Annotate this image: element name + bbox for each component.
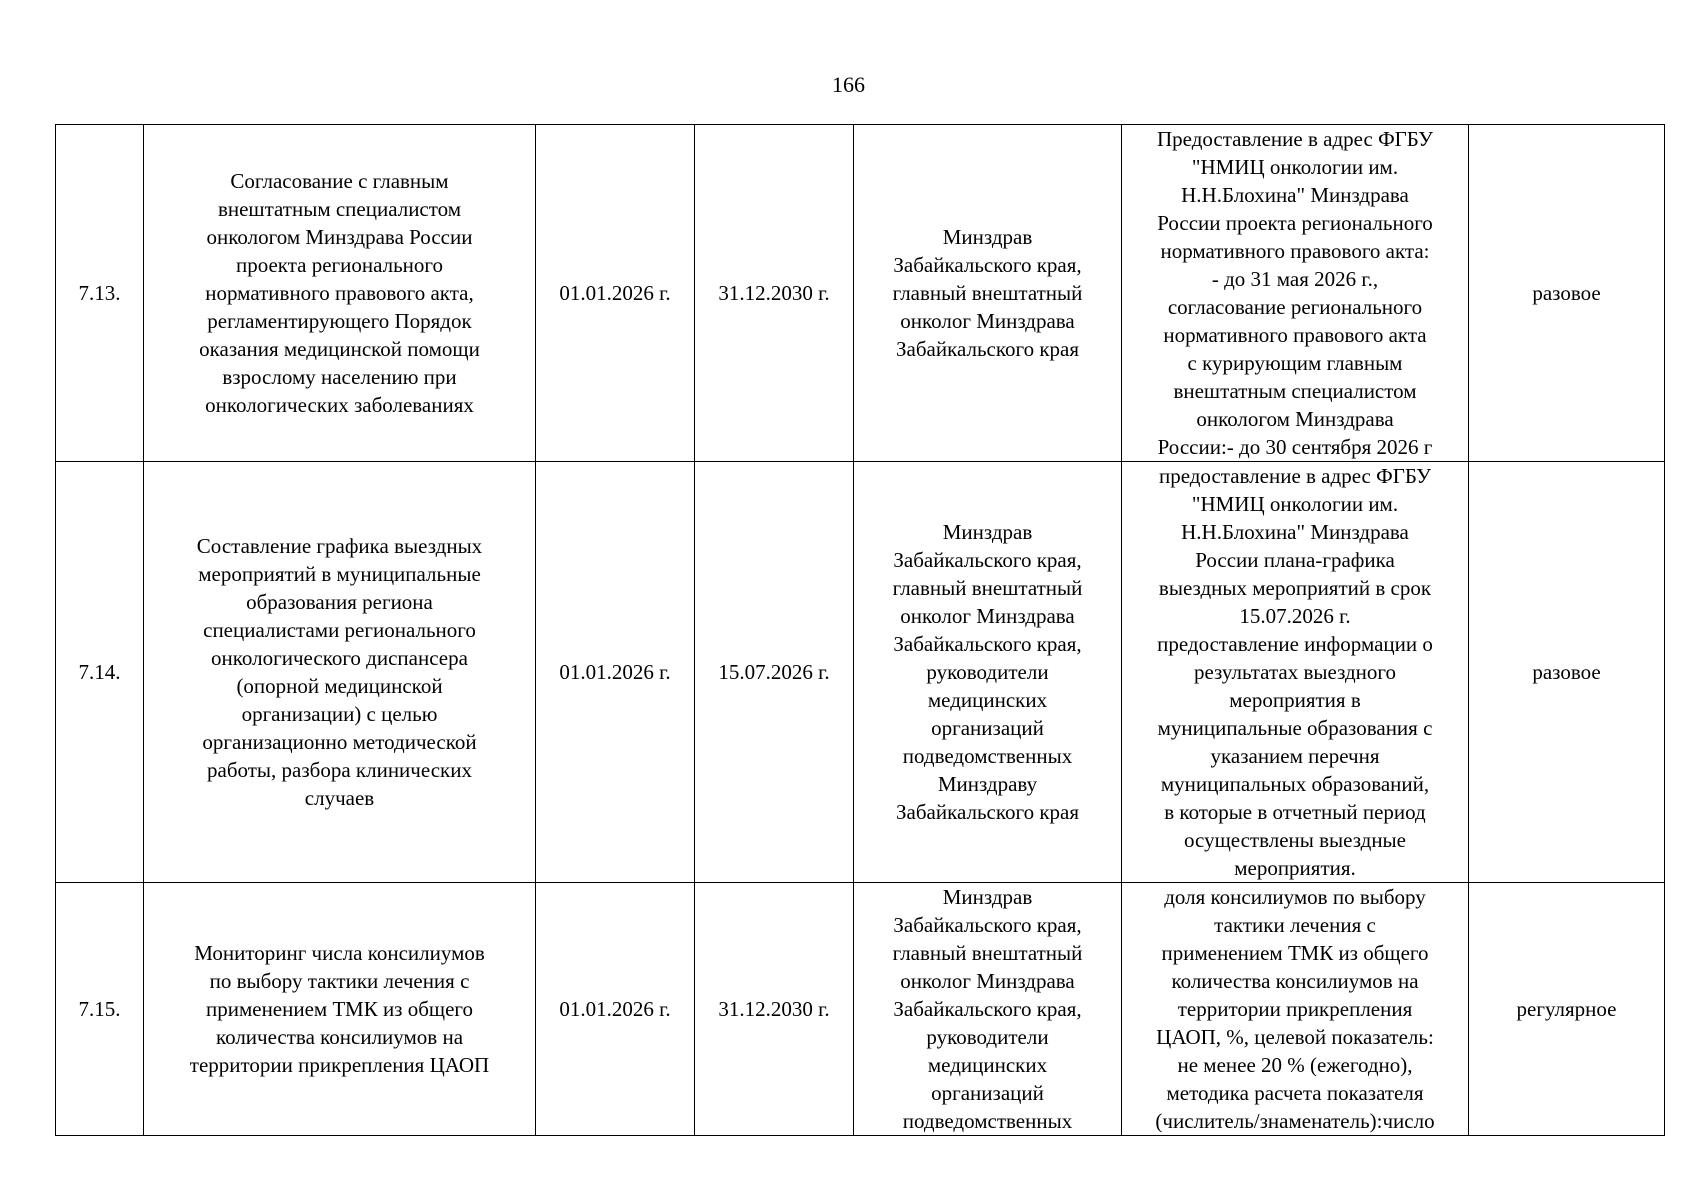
start-date-cell — [536, 462, 695, 883]
activity-text: Мониторинг числа консилиумов по выбору тактики лечения с применением ТМК из общего количества консилиумов на территории прикрепления ЦАОП — [189, 941, 490, 1077]
table-row — [56, 462, 1665, 883]
row-number-cell — [56, 883, 144, 1136]
end-date-cell — [695, 125, 854, 462]
type-text: разовое — [1532, 281, 1601, 305]
row-number: 7.13. — [78, 281, 121, 305]
end-date: 31.12.2030 г. — [718, 281, 830, 305]
type-cell — [1469, 462, 1665, 883]
row-number: 7.14. — [78, 660, 121, 684]
end-date: 15.07.2026 г. — [718, 660, 830, 684]
table-row — [56, 125, 1665, 462]
result-text: предоставление в адрес ФГБУ "НМИЦ онкологии им. Н.Н.Блохина" Минздрава России плана-графика выездных мероприятий в срок 15.07.2026 г. предоставление информации о результатах выездного мероприятия в муниципальные образования с указанием перечня муниципальных образований, в которые в отчетный период осуществлены выездные мероприятия. — [1157, 464, 1433, 880]
activities-table — [55, 124, 1665, 1136]
type-cell — [1469, 125, 1665, 462]
responsible-text: Минздрав Забайкальского края, главный внештатный онколог Минздрава Забайкальского края, руководители медицинских организаций подведомственных — [892, 885, 1083, 1133]
result-cell — [1122, 883, 1469, 1136]
row-number-cell — [56, 125, 144, 462]
start-date-cell — [536, 883, 695, 1136]
activity-text: Составление графика выездных мероприятий в муниципальные образования региона специалистами регионального онкологического диспансера (опорной медицинской организации) с целью организационно методической работы, разбора клинических случаев — [196, 534, 483, 810]
start-date-cell — [536, 125, 695, 462]
type-cell — [1469, 883, 1665, 1136]
responsible-cell — [854, 462, 1122, 883]
activity-cell — [144, 125, 536, 462]
start-date: 01.01.2026 г. — [559, 997, 671, 1021]
end-date: 31.12.2030 г. — [718, 997, 830, 1021]
row-number-cell — [56, 462, 144, 883]
activity-cell — [144, 883, 536, 1136]
responsible-text: Минздрав Забайкальского края, главный внештатный онколог Минздрава Забайкальского края — [892, 225, 1083, 361]
type-text: разовое — [1532, 660, 1601, 684]
start-date: 01.01.2026 г. — [559, 281, 671, 305]
result-cell — [1122, 462, 1469, 883]
result-cell — [1122, 125, 1469, 462]
responsible-cell — [854, 883, 1122, 1136]
activity-text: Согласование с главным внештатным специалистом онкологом Минздрава России проекта регионального нормативного правового акта, регламентирующего Порядок оказания медицинской помощи взрослому населению при онкологических заболеваниях — [199, 169, 480, 417]
start-date: 01.01.2026 г. — [559, 660, 671, 684]
end-date-cell — [695, 462, 854, 883]
end-date-cell — [695, 883, 854, 1136]
responsible-text: Минздрав Забайкальского края, главный внештатный онколог Минздрава Забайкальского края, руководители медицинских организаций подведомственных Минздраву Забайкальского края — [892, 520, 1083, 824]
activity-cell — [144, 462, 536, 883]
type-text: регулярное — [1516, 997, 1617, 1021]
table-row — [56, 883, 1665, 1136]
row-number: 7.15. — [78, 997, 121, 1021]
responsible-cell — [854, 125, 1122, 462]
result-text: Предоставление в адрес ФГБУ "НМИЦ онкологии им. Н.Н.Блохина" Минздрава России проекта регионального нормативного правового акта: - до 31 мая 2026 г., согласование регионального нормативного правового акта с курирующим главным внештатным специалистом онкологом Минздрава России:- до 30 сентября 2026 г — [1157, 127, 1433, 459]
result-text: доля консилиумов по выбору тактики лечения с применением ТМК из общего количества консилиумов на территории прикрепления ЦАОП, %, целевой показатель: не менее 20 % (ежегодно), методика расчета показателя (числитель/знаменатель):число — [1155, 885, 1435, 1133]
page-number: 166 — [832, 72, 865, 97]
